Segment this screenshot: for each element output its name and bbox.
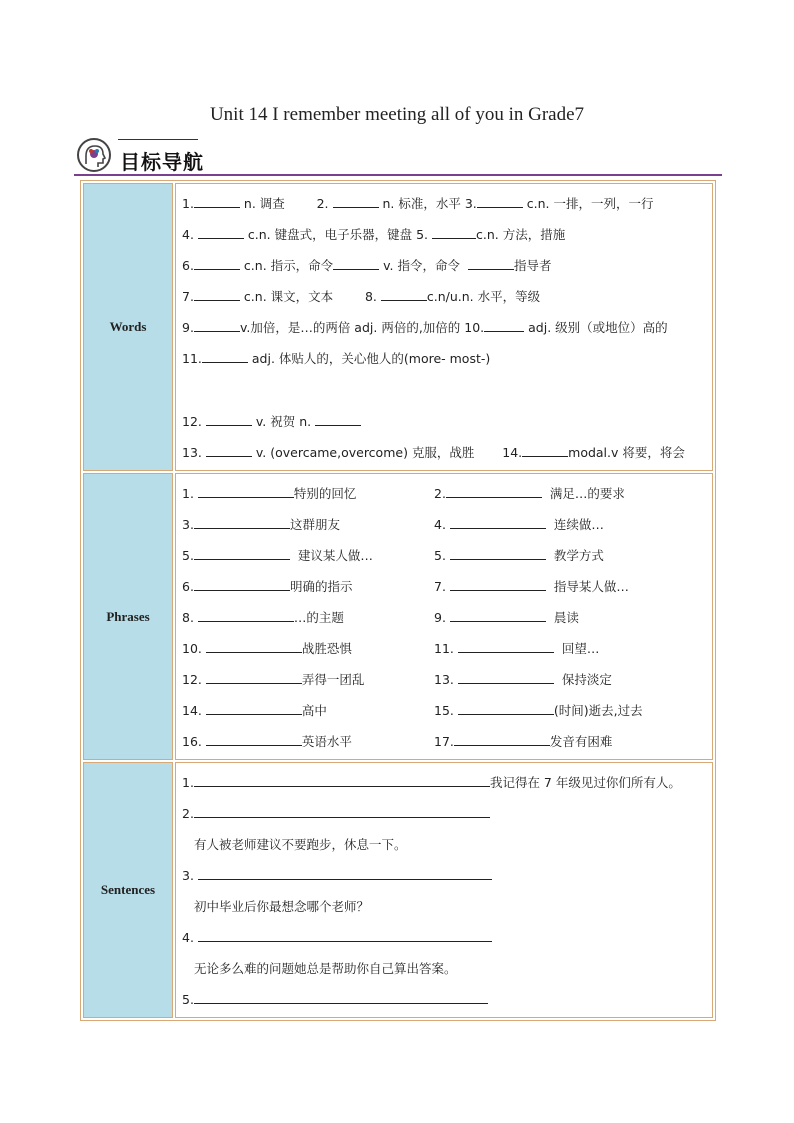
phrases-row [83,473,713,760]
sentences-content [175,762,713,1018]
phrase-line: 3. 这群朋友 4. 连续做… [182,509,706,540]
phrase-line: 5. 建议某人做… 5. 教学方式 [182,540,706,571]
answer-blank[interactable] [198,607,294,622]
phrase-line: 6. 明确的指示 7. 指导某人做… [182,571,706,602]
words-content [175,183,713,471]
answer-blank[interactable] [206,411,252,426]
answer-blank[interactable] [206,669,302,684]
answer-blank[interactable] [381,286,427,301]
word-line: 11. adj. 体贴人的，关心他人的(more- most-) [182,343,706,374]
sentence-line: 4. [182,922,706,953]
answer-blank[interactable] [450,576,546,591]
answer-blank[interactable] [454,731,550,746]
phrase-line: 16. 英语水平 17. 发音有困难 [182,726,706,757]
answer-blank[interactable] [194,576,290,591]
word-line: 12. v. 祝贺 n. [182,406,706,437]
answer-blank[interactable] [484,317,524,332]
answer-blank[interactable] [477,193,523,208]
word-line: 4. c.n. 键盘式，电子乐器，键盘 5. c.n. 方法，措施 [182,219,706,250]
answer-blank[interactable] [450,514,546,529]
word-line-spacer [182,374,706,406]
answer-blank[interactable] [432,224,476,239]
answer-blank[interactable] [206,731,302,746]
words-row [83,183,713,471]
sentence-hint: 有人被老师建议不要跑步，休息一下。 [194,837,407,852]
answer-blank[interactable] [333,255,379,270]
sentence-line: 2. [182,798,706,829]
sentences-row [83,762,713,1018]
section-header [74,134,722,178]
phrases-label: Phrases [83,473,173,760]
answer-blank[interactable] [450,607,546,622]
heading-bottom-rule [74,174,722,176]
answer-blank[interactable] [194,193,240,208]
sentence-hint: 初中毕业后你最想念哪个老师？ [194,899,370,914]
sentence-hint: 无论多么难的问题她总是帮助你自己算出答案。 [194,961,457,976]
answer-blank[interactable] [206,442,252,457]
word-line: 7. c.n. 课文，文本 8. c.n/u.n. 水平，等级 [182,281,706,312]
word-line: 1. n. 调查 2. n. 标准，水平 3. c.n. 一排，一列，一行 [182,188,706,219]
sentence-line: 5. [182,984,706,1015]
answer-blank[interactable] [202,348,248,363]
answer-blank[interactable] [206,700,302,715]
phrase-line: 8. …的主题 9. 晨读 [182,602,706,633]
heading-top-rule [118,139,198,140]
answer-blank[interactable] [315,411,361,426]
section-heading: 目标导航 [120,150,204,174]
words-label: Words [83,183,173,471]
sentences-label: Sentences [83,762,173,1018]
answer-blank[interactable] [450,545,546,560]
answer-blank[interactable] [198,865,492,880]
answer-blank[interactable] [333,193,379,208]
answer-blank[interactable] [194,545,290,560]
word-line: 6. c.n. 指示，命令 v. 指令，命令 指导者 [182,250,706,281]
answer-blank[interactable] [468,255,514,270]
phrase-line: 12. 弄得一团乱 13. 保持淡定 [182,664,706,695]
answer-blank[interactable] [198,927,492,942]
sentence-line: 1. 我记得在 7 年级见过你们所有人。 [182,767,706,798]
answer-blank[interactable] [194,317,240,332]
word-line: 13. v. (overcame,overcome) 克服，战胜 14. modal.v 将要，将会 [182,437,706,468]
sentence-line: 3. [182,860,706,891]
phrase-line: 10. 战胜恐惧 11. 回望… [182,633,706,664]
answer-blank[interactable] [194,255,240,270]
answer-blank[interactable] [458,700,554,715]
page-title: Unit 14 I remember meeting all of you in Grade7 [209,104,585,125]
answer-blank[interactable] [522,442,568,457]
phrases-content [175,473,713,760]
worksheet-table [80,180,716,1021]
answer-blank[interactable] [194,514,290,529]
phrase-line: 1. 特别的回忆 2. 满足…的要求 [182,478,706,509]
answer-blank[interactable] [194,772,490,787]
answer-blank[interactable] [194,989,488,1004]
answer-blank[interactable] [198,483,294,498]
answer-blank[interactable] [194,803,490,818]
answer-blank[interactable] [206,638,302,653]
answer-blank[interactable] [458,638,554,653]
phrase-line: 14. 高中 15. (时间)逝去,过去 [182,695,706,726]
word-line: 9. v.加倍，是…的两倍 adj. 两倍的,加倍的 10. adj. 级别（或地位）高的 [182,312,706,343]
brain-head-icon [76,136,112,174]
answer-blank[interactable] [446,483,542,498]
answer-blank[interactable] [458,669,554,684]
answer-blank[interactable] [198,224,244,239]
answer-blank[interactable] [194,286,240,301]
